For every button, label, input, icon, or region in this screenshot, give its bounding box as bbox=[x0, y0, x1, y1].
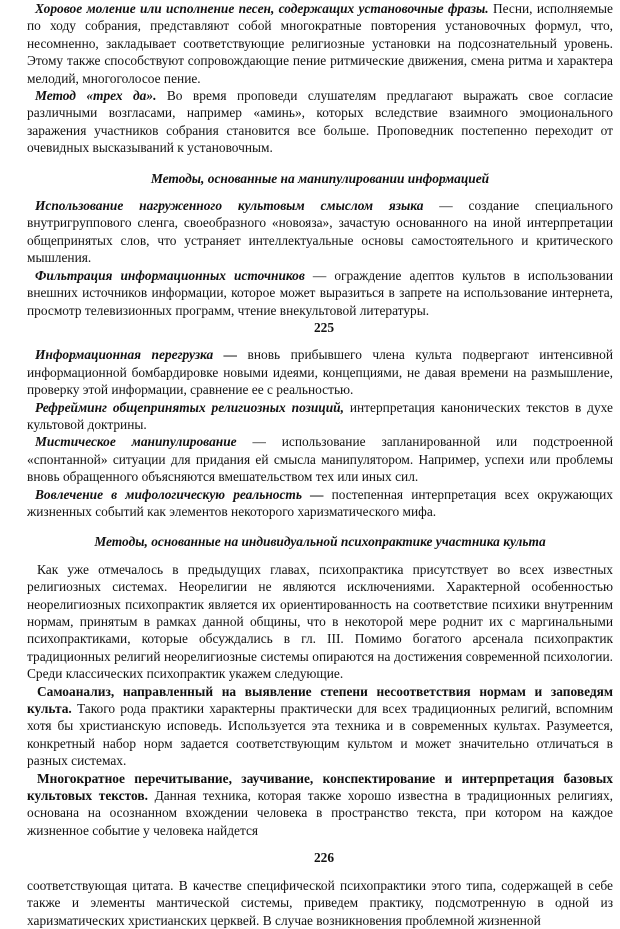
paragraph-text: постепенная интерпретация всех окружающих жизненных событий как элементов некоторого харизматического мифа. bbox=[27, 486, 613, 519]
paragraph-text: — создание специального внутригруппового сленга, своеобразного «новояза», зачастую основанного на иной интерпретации общепринятых слов, что устраняет интеллектуальные основы самостоятельного и критического мышления. bbox=[27, 198, 614, 266]
paragraph-loaded-language bbox=[27, 197, 613, 267]
paragraph-text: вновь прибывшего члена культа подвергают интенсивной информационной бомбардировке новыми идеями, концепциями, не давая времени на размышление, проверку этой информации, сравнение ее с реальностью. bbox=[27, 347, 613, 398]
page-number: 225 bbox=[313, 319, 335, 335]
paragraph-text: Песни, исполняемые по ходу собрания, представляют собой многократные повторения установочных формул, что, несомненно, закладывает соответствующие религиозные установки на подсознательный уровень. Этому также способствуют сопровождающие пение ритмические движения, смена ритма и характера мелодий, многоголосое пение. bbox=[27, 1, 613, 86]
paragraph-text: Во время проповеди слушателям предлагают выражать свое согласие различными возгласами, например «аминь», которых вследствие взаимного эмоционального заражения участников собрания становится все больше. Проповедник постепенно переходит от очевидных высказываний к установочным. bbox=[27, 88, 613, 156]
paragraph-repeated-reading bbox=[27, 770, 613, 840]
page-number: 226 bbox=[313, 850, 335, 866]
paragraph-continuation: соответствующая цитата. В качестве специфической психопрактики этого типа, содержащей в себе также и элементы мантической системы, приведем практику, подсмотренную в одной из харизматических христианских церквей. В случае возникновения проблемной жизненной bbox=[27, 877, 613, 928]
term-heading: Многократное перечитывание, заучивание, конспектирование и интерпретация базовых культовых текстов. bbox=[27, 770, 613, 804]
paragraph-text: — ограждение адептов культов в использовании внешних источников информации, которое может выразиться в запрете на использование интернета, просмотр телевизионных программ, чтение внекультовой литературы. bbox=[27, 267, 613, 318]
paragraph-text: интерпретация канонических текстов в духе культовой доктрины. bbox=[27, 399, 613, 432]
paragraph-reframing bbox=[27, 399, 613, 434]
paragraph-text: — использование запланированной или подстроенной «спонтанной» ситуации для придания ей смысла манипулятором. Например, успехи или проблемы вновь обращенного объясняются вмешательством тех или иных сил. bbox=[27, 434, 613, 485]
term-heading: Самоанализ, направленный на выявление степени несоответствия нормам и заповедям культа. bbox=[27, 683, 613, 717]
paragraph-mystical-manipulation bbox=[27, 433, 613, 485]
paragraph-information-overload bbox=[27, 346, 613, 398]
paragraph-text: Такого рода практики характерны практически для всех традиционных религий, вспомним хотя бы христианскую исповедь. Используется эта техника и в современных культах. Разумеется, конкретный набор норм задается соответствующим культом и может значительно отличаться в разных системах. bbox=[27, 701, 613, 769]
paragraph-mythological-reality bbox=[27, 486, 613, 521]
paragraph-choral-prayer bbox=[27, 0, 613, 87]
term-heading: Рефрейминг общепринятых религиозных позиций, bbox=[35, 399, 344, 415]
term-heading: Использование нагруженного культовым смыслом языка bbox=[35, 198, 424, 214]
section-heading-individual-psychopractice: Методы, основанные на индивидуальной психопрактике участника культа bbox=[94, 534, 546, 550]
term-heading: Хоровое моление или исполнение песен, содержащих установочные фразы. bbox=[35, 1, 489, 16]
paragraph-psychopractice-intro: Как уже отмечалось в предыдущих главах, психопрактика присутствует во всех известных религиозных системах. Неорелигии не являются исключениями. Характерной особенностью неорелигиозных психопрактик является их ориентированность на соответствие психики внутренним нормам, принятым в рамках данной общины, что в некоторой мере роднит их с маргинальными психопрактиками, которые обсуждались в гл. III. Помимо богатого арсенала психопрактик традиционных религий неорелигиозные системы опираются на достижения современной психологии. Среди классических психопрактик укажем следующие. bbox=[27, 561, 613, 682]
term-heading: Мистическое манипулирование bbox=[35, 434, 237, 450]
paragraph-self-analysis bbox=[27, 683, 613, 770]
term-heading: Фильтрация информационных источников bbox=[35, 267, 305, 283]
term-heading: Вовлечение в мифологическую реальность — bbox=[35, 486, 324, 502]
paragraph-source-filtering bbox=[27, 267, 613, 319]
term-heading: Метод «трех да». bbox=[35, 88, 157, 104]
section-heading-information-manipulation: Методы, основанные на манипулировании информацией bbox=[150, 170, 490, 186]
paragraph-three-yes-method bbox=[27, 87, 613, 157]
paragraph-text: Данная техника, которая также хорошо известна в традиционных религиях, основана на осознанном вхождении человека в пространство текста, при котором на каждое жизненное событие у человека найдется bbox=[27, 788, 614, 838]
term-heading: Информационная перегрузка — bbox=[35, 347, 238, 363]
